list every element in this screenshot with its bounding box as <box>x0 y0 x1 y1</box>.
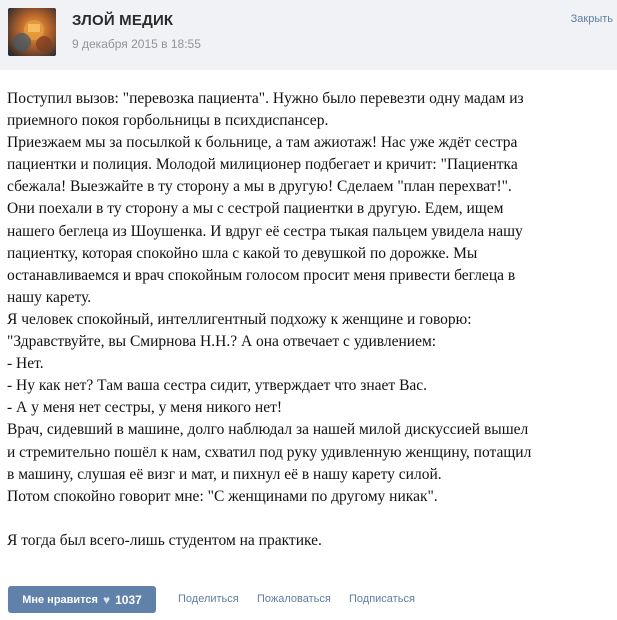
like-label: Мне нравится <box>22 593 98 606</box>
post-line: - Нет. <box>7 355 44 373</box>
post-date[interactable]: 9 декабря 2015 в 18:55 <box>72 37 201 51</box>
share-link[interactable]: Поделиться <box>178 593 239 605</box>
author-name[interactable]: ЗЛОЙ МЕДИК <box>72 12 174 29</box>
heart-icon: ♥ <box>102 592 111 607</box>
avatar-image <box>8 8 56 56</box>
post-line: Врач, сидевший в машине, долго наблюдал за нашей милой дискуссией вышел <box>7 421 529 439</box>
post-line: сбежала! Выезжайте в ту сторону а мы в другую! Сделаем "план перехват!". <box>7 178 512 196</box>
post-line: в машину, слушая её визг и мат, и пихнул её в нашу карету силой. <box>7 465 442 483</box>
post-line: "Здравствуйте, вы Смирнова Н.Н.? А она отвечает с удивлением: <box>7 333 437 351</box>
post-line: останавливаемся и врач спокойным голосом просит меня привести беглеца в <box>7 266 516 284</box>
post-text <box>7 88 612 552</box>
post-line: пациентки и полиция. Молодой милиционер подбегает и кричит: "Пациентка <box>7 156 518 174</box>
post-footer <box>0 586 617 614</box>
post-line: Я тогда был всего-лишь студентом на практике. <box>7 531 322 549</box>
post-line: Потом спокойно говорит мне: "С женщинами по другому никак". <box>7 487 438 505</box>
post-line: - Ну как нет? Там ваша сестра сидит, утверждает что знает Вас. <box>7 377 428 395</box>
post-line: и стремительно пошёл к нам, схватил под руку удивленную женщину, потащил <box>7 443 532 461</box>
post-line: нашего беглеца из Шоушенка. И вдруг её сестра тыкая пальцем увидела нашу <box>7 222 523 240</box>
like-button[interactable] <box>8 586 156 613</box>
like-count: 1037 <box>115 592 142 607</box>
paragraph-gap <box>7 508 612 530</box>
avatar[interactable] <box>8 8 56 56</box>
post-line: Поступил вызов: "перевозка пациента". Нужно было перевезти одну мадам из <box>7 90 524 107</box>
post-line: - А у меня нет сестры, у меня никого нет! <box>7 399 283 417</box>
report-link[interactable]: Пожаловаться <box>257 593 331 605</box>
post-line: Приезжаем мы за посылкой к больнице, а там ажиотаж! Нас уже ждёт сестра <box>7 134 518 152</box>
post-line: нашу карету. <box>7 288 92 306</box>
post-line: Я человек спокойный, интеллигентный подхожу к женщине и говорю: <box>7 310 472 328</box>
post-line: пациентку, которая спокойно шла с какой то девушкой по дорожке. Мы <box>7 244 478 262</box>
post-line: приемного покоя горбольницы в психдиспансер. <box>7 112 329 130</box>
close-link[interactable]: Закрыть <box>570 13 613 25</box>
subscribe-link[interactable]: Подписаться <box>349 593 415 605</box>
post-line: Они поехали в ту сторону а мы с сестрой пациентки в другую. Едем, ищем <box>7 200 504 218</box>
post-header <box>0 0 617 70</box>
